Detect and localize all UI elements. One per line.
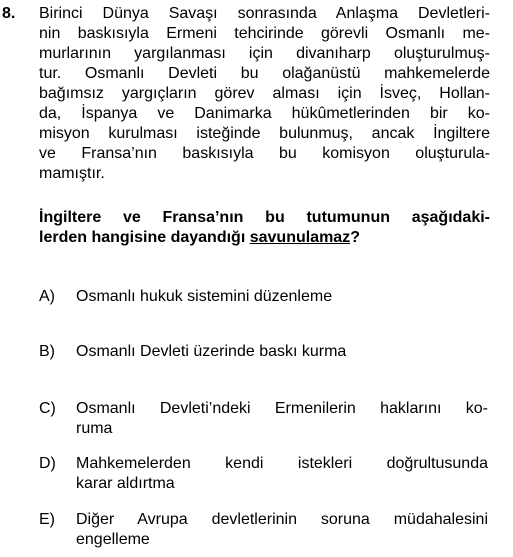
question-number: 8. [2,5,16,22]
option-text: engelleme [76,531,150,548]
passage-line: bağımsız yargıçların görev alması için İsveç, Hollan- [39,85,490,102]
passage-line: murlarının yargılanması için divanıharp oluşturulmuş- [39,45,490,62]
passage-line: misyon kurulması isteğinde bulunmuş, ancak İngiltere [39,125,490,142]
passage-line: mamıştır. [39,165,105,182]
option-text: Diğer Avrupa devletlerinin soruna müdahalesini [76,511,488,528]
passage-line: da, İspanya ve Danimarka hükûmetlerinden bir ko- [39,105,490,122]
option-letter: C) [39,400,56,417]
option-letter: D) [39,455,56,472]
option-letter: B) [39,343,55,360]
option-text: karar aldırtma [76,475,175,492]
stem-line-1: İngiltere ve Fransa’nın bu tutumunun aşağıdaki- [39,209,490,226]
passage-line: Birinci Dünya Savaşı sonrasında Anlaşma Devletleri- [39,5,490,22]
option-text: Mahkemelerden kendi istekleri doğrultusunda [76,455,488,472]
stem-question-mark: ? [350,229,360,246]
passage-line: ve Fransa’nın baskısıyla bu komisyon oluşturula- [39,145,490,162]
option-text: Osmanlı hukuk sistemini düzenleme [76,288,333,305]
option-text: Osmanlı Devleti’ndeki Ermenilerin haklarını ko- [76,400,488,417]
stem-line-2 [39,228,490,248]
option-text: Osmanlı Devleti üzerinde baskı kurma [76,343,347,360]
option-text: ruma [76,420,113,437]
option-letter: E) [39,511,55,528]
passage-line: nin baskısıyla Ermeni tehcirinde görevli Osmanlı me- [39,25,490,42]
stem-line-2-prefix: lerden hangisine dayandığı [39,229,250,246]
option-letter: A) [39,288,55,305]
stem-emphasis-word: savunulamaz [249,229,351,246]
passage-line: tur. Osmanlı Devleti bu olağanüstü mahkemelerde [39,65,490,82]
